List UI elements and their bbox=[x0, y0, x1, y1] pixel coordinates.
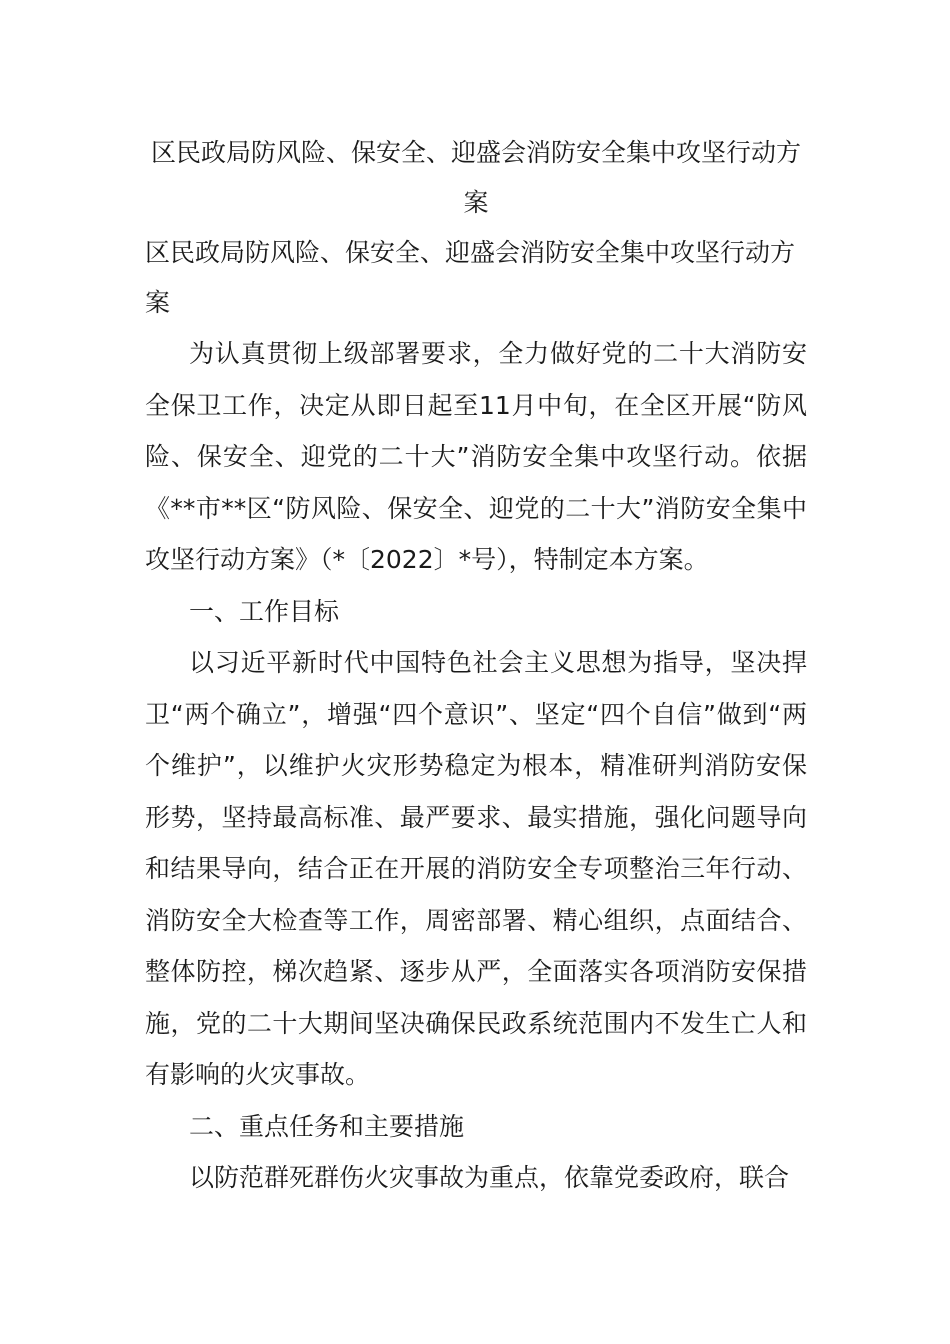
section-1-heading: 一、工作目标 bbox=[189, 596, 340, 626]
section-1-paragraph: 以习近平新时代中国特色社会主义思想为指导，坚决捍卫“两个确立”，增强“四个意识”、坚定“四个自信”做到“两个维护”，以维护火灾形势稳定为根本，精准研判消防安保形势，坚持最高标准、最严要求、最实措施，强化问题导向和结果导向，结合正在开展的消防安全专项整治三年行动、消防安全大检查等工作，周密部署、精心组织，点面结合、整体防控，梯次趋紧、逐步从严，全面落实各项消防安保措施，党的二十大期间坚决确保民政系统范围内不发生亡人和有影响的火灾事故。 bbox=[145, 648, 807, 1089]
intro-paragraph: 为认真贯彻上级部署要求，全力做好党的二十大消防安全保卫工作，决定从即日起至11月中旬，在全区开展“防风险、保安全、迎党的二十大”消防安全集中攻坚行动。依据《**市**区“防风险、保安全、迎党的二十大”消防安全集中攻坚行动方案》（*〔2022〕*号），特制定本方案。 bbox=[145, 339, 807, 574]
section-2-heading: 二、重点任务和主要措施 bbox=[189, 1111, 465, 1141]
document-title: 区民政局防风险、保安全、迎盛会消防安全集中攻坚行动方案 bbox=[150, 138, 801, 217]
document-page bbox=[145, 128, 807, 1204]
document-subtitle: 区民政局防风险、保安全、迎盛会消防安全集中攻坚行动方案 bbox=[145, 238, 796, 317]
section-2-paragraph: 以防范群死群伤火灾事故为重点，依靠党委政府，联合 bbox=[189, 1163, 790, 1192]
